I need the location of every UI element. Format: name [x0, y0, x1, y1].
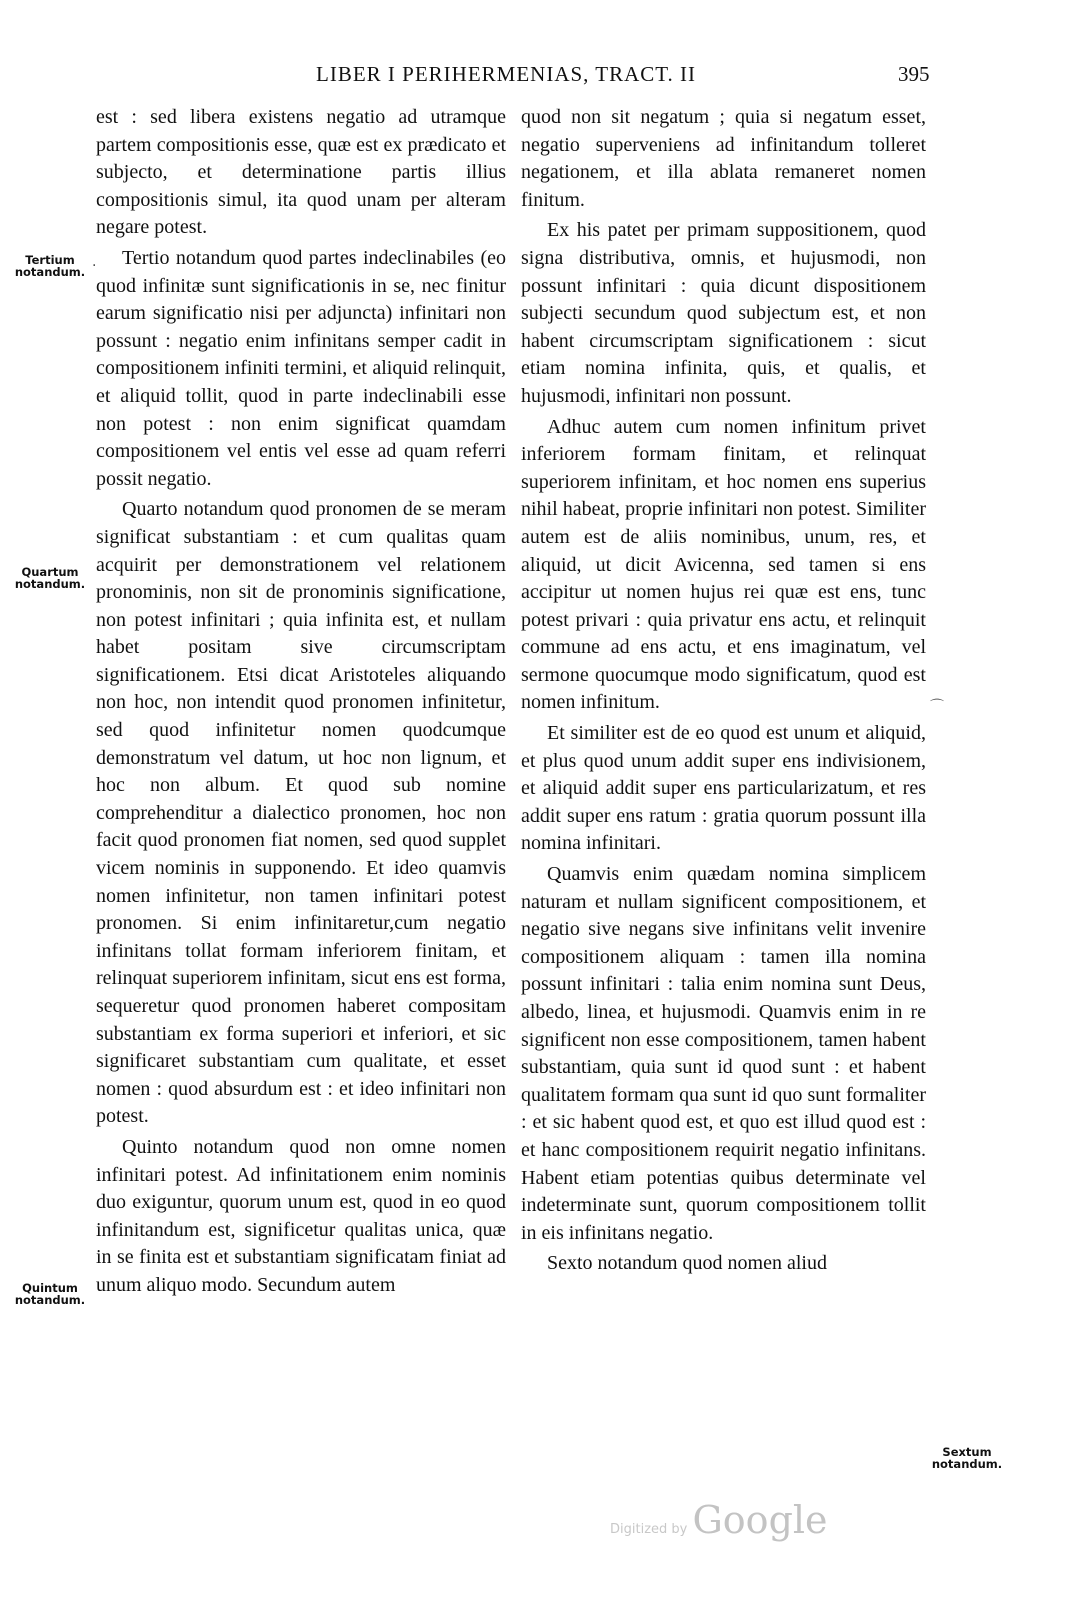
- google-logo: Google: [692, 1498, 828, 1542]
- watermark-prefix: Digitized by: [610, 1522, 688, 1537]
- digitized-watermark: [610, 1498, 828, 1542]
- right-paragraph-et-similiter: Et similiter est de eo quod est unum et aliquid, et plus quod unum addit super ens indivisionem, et aliquid addit super ens particularizatum, et res addit super ens ratum : gratia quorum possunt illa nomina infinitari.: [521, 722, 926, 855]
- left-paragraph-tertio: Tertio notandum quod partes indeclinabiles (eo quod infinitæ sunt significationis in se, nec finitur earum significatio nisi per adjuncta) infinitari non possunt : negatio enim infinitans semper cadit in compositionem infiniti termini, et aliquid relinquit, et aliquid tollit, quod in parte indeclinabili esse non potest : non enim significat quamdam compositionem vel entis vel esse ad quam referri possit negatio.: [96, 246, 506, 490]
- right-paragraph-1: quod non sit negatum ; quia si negatum esset, negatio superveniens ad infinitandum tolleret negationem, et illa ablata remaneret nomen finitum.: [521, 106, 926, 211]
- right-paragraph-ex-his: Ex his patet per primam suppositionem, quod signa distributiva, omnis, et hujusmodi, non possunt infinitari : quia dicunt dispositionem subjecti secundum quod subjectum est, et non habent circumscriptam significationem : sicut etiam nomina infinita, quis, et qualis, et hujusmodi, infinitari non possunt.: [521, 219, 926, 407]
- margin-note-tertium: Tertium notandum.: [14, 253, 86, 279]
- left-paragraph-quarto: Quarto notandum quod pronomen de se meram significat substantiam : et cum qualitas quam acquirit per demonstrationem vel relationem pronominis, non sit de pronominis significatione, non potest infinitari ; quia infinita est, et nullam habet positam sive circumscriptam significationem. Etsi dicat Aristoteles aliquando non hoc, non intendit quod pronomen infinitetur, sed quod infinitetur nomen quodcumque demonstratum vel datum, ut hoc non lignum, et hoc non album. Et quod sub nomine comprehenditur a dialectico pronomen, hoc non facit quod pronomen fiat nomen, sed quod supplet vicem nominis in supponendo. Et ideo quamvis nomen infinitetur, non tamen infinitari potest pronomen. Si enim infinitaretur,cum negatio infinitans tollat formam inferiorem finitam, et relinquat superiorem infinitam, sicut ens est forma, sequeretur quod pronomen haberet compositam substantiam ex forma superiori et inferiori, et sic significaret substantiam cum qualitate, et esset nomen : quod absurdum est : et ideo infinitari non potest.: [96, 498, 506, 1128]
- page-number: 395: [898, 62, 930, 86]
- scan-mark-stroke: ⌒: [930, 699, 944, 715]
- margin-note-quartum: Quartum notandum.: [14, 565, 86, 591]
- right-column: [521, 104, 926, 1278]
- right-paragraph-quamvis: Quamvis enim quædam nomina simplicem naturam et nullam significent compositionem, et negatio sive negans sive infinitans velit invenire compositionem aliquam : tamen illa nomina possunt infinitari : talia enim nomina sunt Deus, albedo, linea, et hujusmodi. Quamvis enim in re significent non esse compositionem, tamen habent substantiam, quia sunt id quod sunt : et habent qualitatem formam qua sunt id quo sunt formaliter : et sic habent quod est, et quo est illud quod est : et hanc compositionem requirit negatio infinitans. Habent etiam potentias quibus determinate vel indeterminate sunt, quorum compositionem tollit in eis infinitans negatio.: [521, 863, 926, 1244]
- right-paragraph-adhuc: Adhuc autem cum nomen infinitum privet inferiorem formam finitam, et relinquat superiorem infinitam, et hoc nomen ens superius nihil habeat, proprie infinitari non potest. Similiter autem est de aliis nominibus, unum, res, et aliquid, ut dicit Avicenna, sed tamen si ens accipitur ut nomen hujus rei quæ est ens, tunc potest privari : quia privatur ens actu, et relinquit commune ad ens actu, et ens imaginatum, vel sermone quocumque modo significatum, quod est nomen infinitum.: [521, 415, 926, 714]
- scan-mark-dot: ·: [92, 258, 97, 274]
- left-column: [96, 104, 506, 1300]
- margin-note-sextum: Sextum notandum.: [931, 1445, 1003, 1471]
- left-paragraph-1: est : sed libera existens negatio ad utramque partem compositionis esse, quæ est ex prædicato et subjecto, et determinatione partis illius compositionis simul, ita quod unam per alteram negare potest.: [96, 106, 506, 239]
- left-paragraph-quinto: Quinto notandum quod non omne nomen infinitari potest. Ad infinitationem enim nominis duo exiguntur, quorum unum est, quod in eo quod infinitandum est, significetur qualitas unica, quæ in se finita est et substantiam significatam finiat ad unum aliquo modo. Secundum autem: [96, 1135, 506, 1296]
- running-title: LIBER I PERIHERMENIAS, TRACT. II: [316, 62, 697, 86]
- right-paragraph-sexto: Sexto notandum quod nomen aliud: [547, 1252, 827, 1275]
- page-header: [0, 62, 1075, 90]
- margin-note-quintum: Quintum notandum.: [14, 1281, 86, 1307]
